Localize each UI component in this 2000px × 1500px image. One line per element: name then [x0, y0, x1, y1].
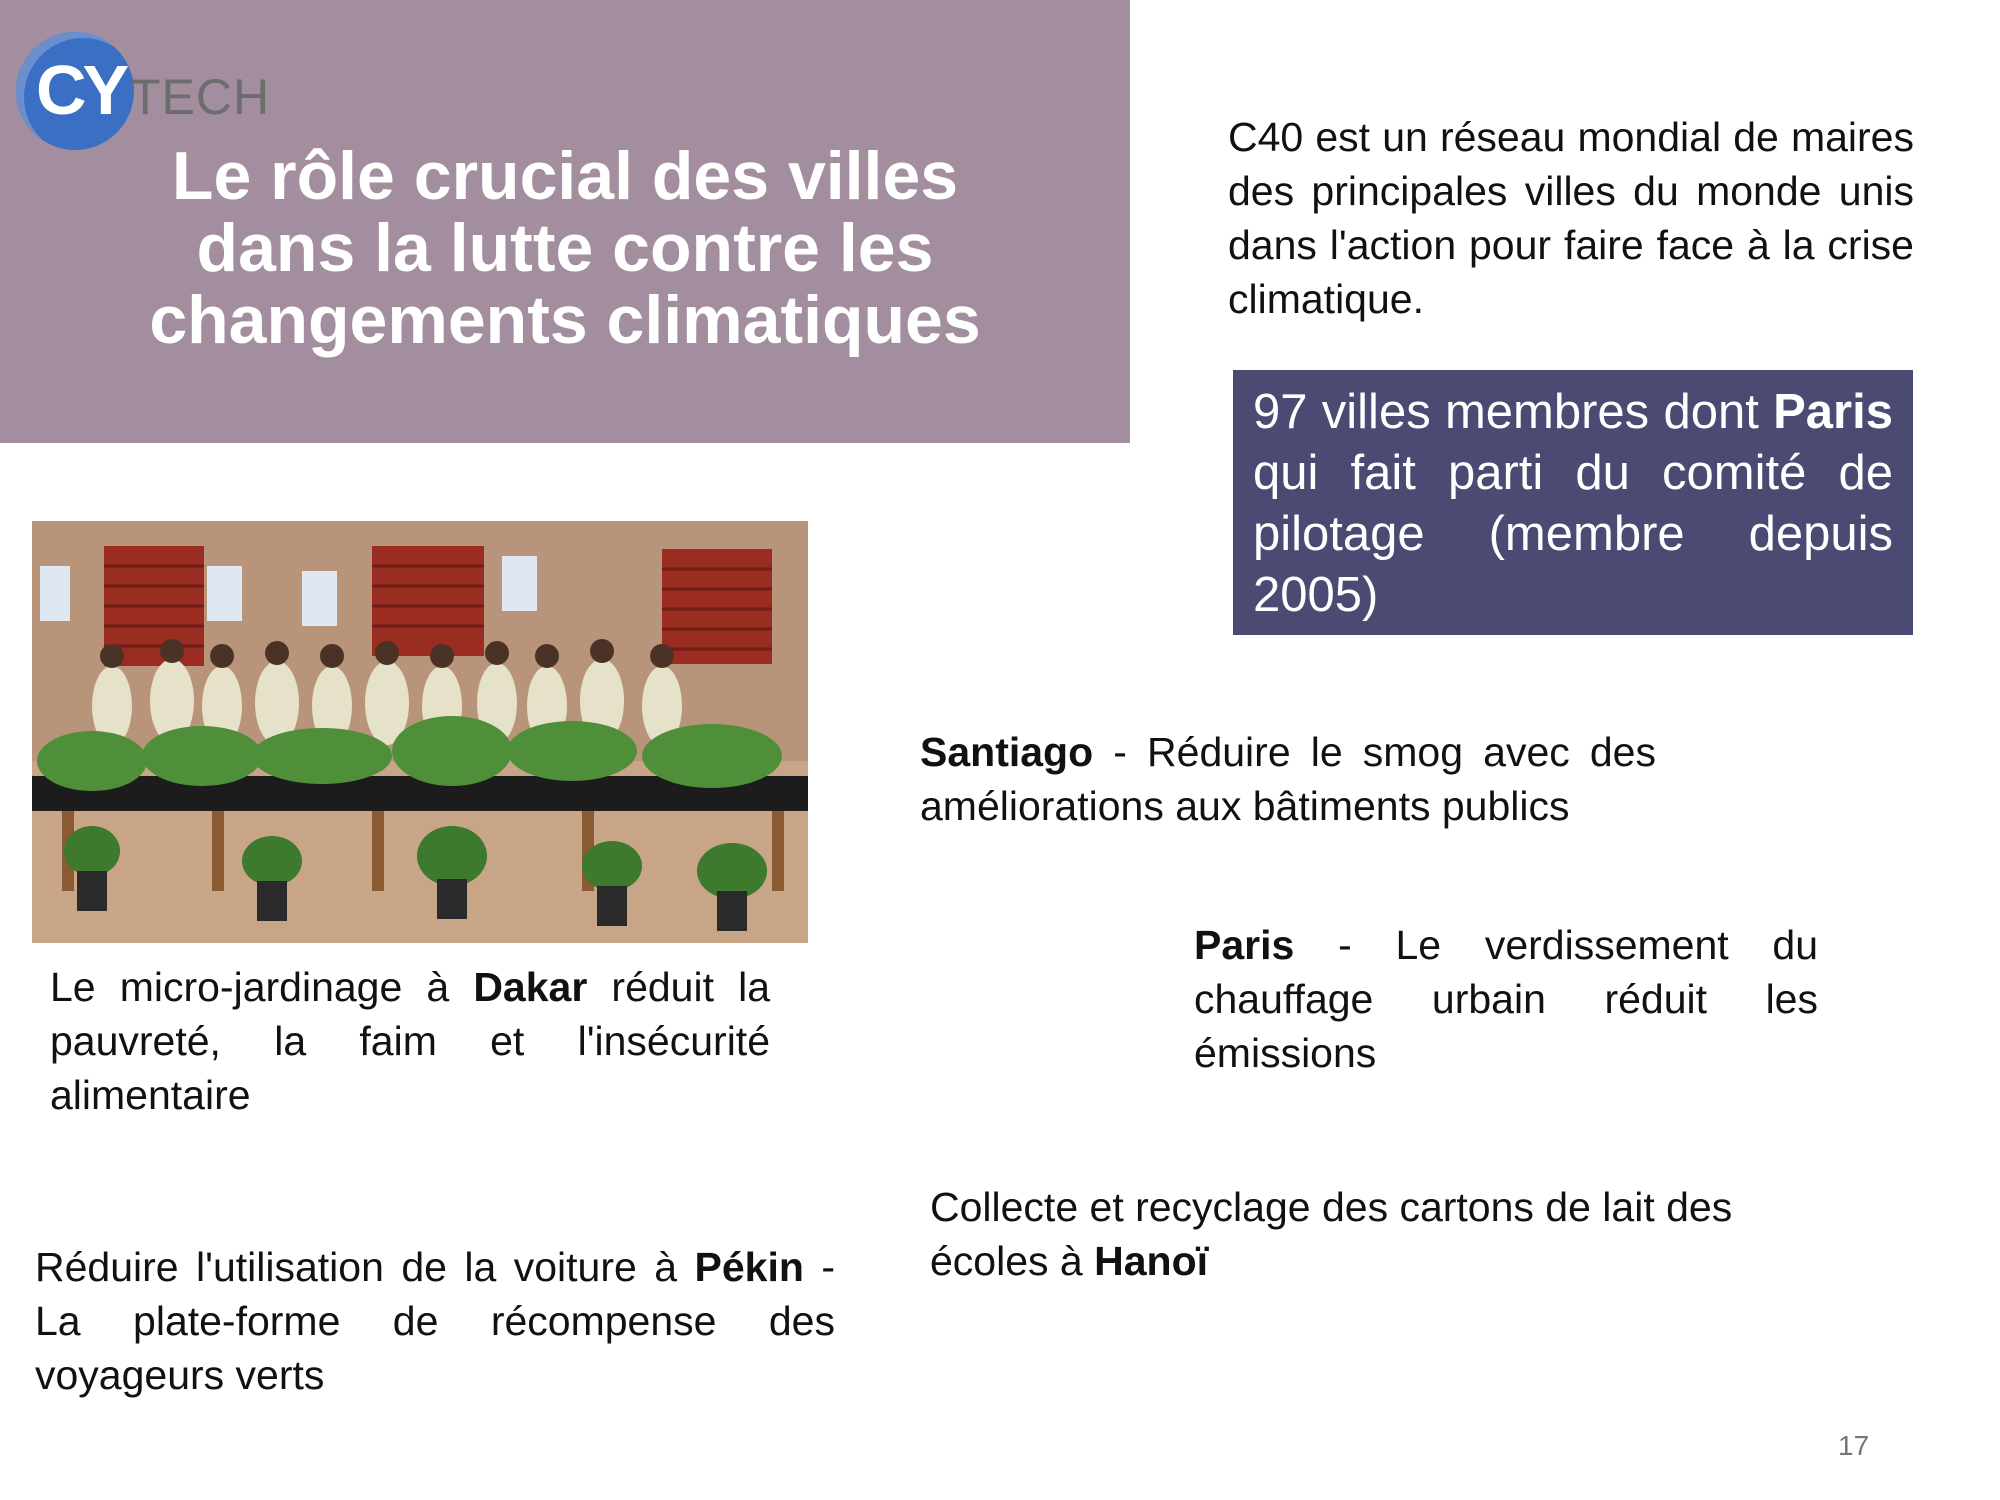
paris-text [1194, 918, 1818, 1080]
box-bold-city: Paris [1773, 385, 1893, 439]
member-cities-text [1253, 382, 1893, 626]
box-suffix: qui fait parti du comité de pilotage (membre depuis 2005) [1253, 446, 1893, 622]
dakar-prefix: Le micro-jardinage à [50, 964, 474, 1010]
pekin-text [35, 1240, 835, 1402]
title-line-3: changements climatiques [149, 282, 981, 358]
dakar-caption [50, 960, 770, 1122]
box-prefix: 97 villes membres dont [1253, 385, 1774, 439]
paris-description: - Le verdissement du chauffage urbain réduit les émissions [1194, 922, 1818, 1076]
pekin-suffix: - La plate-forme de récompense des voyageurs verts [35, 1244, 836, 1398]
title-line-2: dans la lutte contre les [196, 210, 934, 286]
hanoi-prefix: Collecte et recyclage des cartons de lait des écoles à [930, 1184, 1733, 1284]
hanoi-city: Hanoï [1094, 1238, 1209, 1284]
paris-city: Paris [1194, 922, 1295, 968]
santiago-text [920, 725, 1656, 833]
dakar-suffix: réduit la pauvreté, la faim et l'insécurité alimentaire [50, 964, 770, 1118]
santiago-city: Santiago [920, 729, 1094, 775]
member-cities-box [1233, 370, 1913, 635]
title-line-1: Le rôle crucial des villes [171, 138, 959, 214]
hanoi-text [930, 1180, 1750, 1288]
garden-photo-illustration [32, 521, 808, 943]
pekin-prefix: Réduire l'utilisation de la voiture à [35, 1244, 695, 1290]
santiago-description: - Réduire le smog avec des améliorations aux bâtiments publics [920, 729, 1656, 829]
page-number: 17 [1838, 1430, 1870, 1461]
logo-mark: CY [36, 51, 126, 129]
c40-description: C40 est un réseau mondial de maires des principales villes du monde unis dans l'action pour faire face à la crise climatique. [1228, 114, 1914, 322]
dakar-city: Dakar [473, 964, 588, 1010]
dakar-garden-photo [32, 521, 808, 943]
logo-text: TECH [130, 69, 271, 125]
page-title [40, 140, 1090, 356]
pekin-city: Pékin [694, 1244, 804, 1290]
